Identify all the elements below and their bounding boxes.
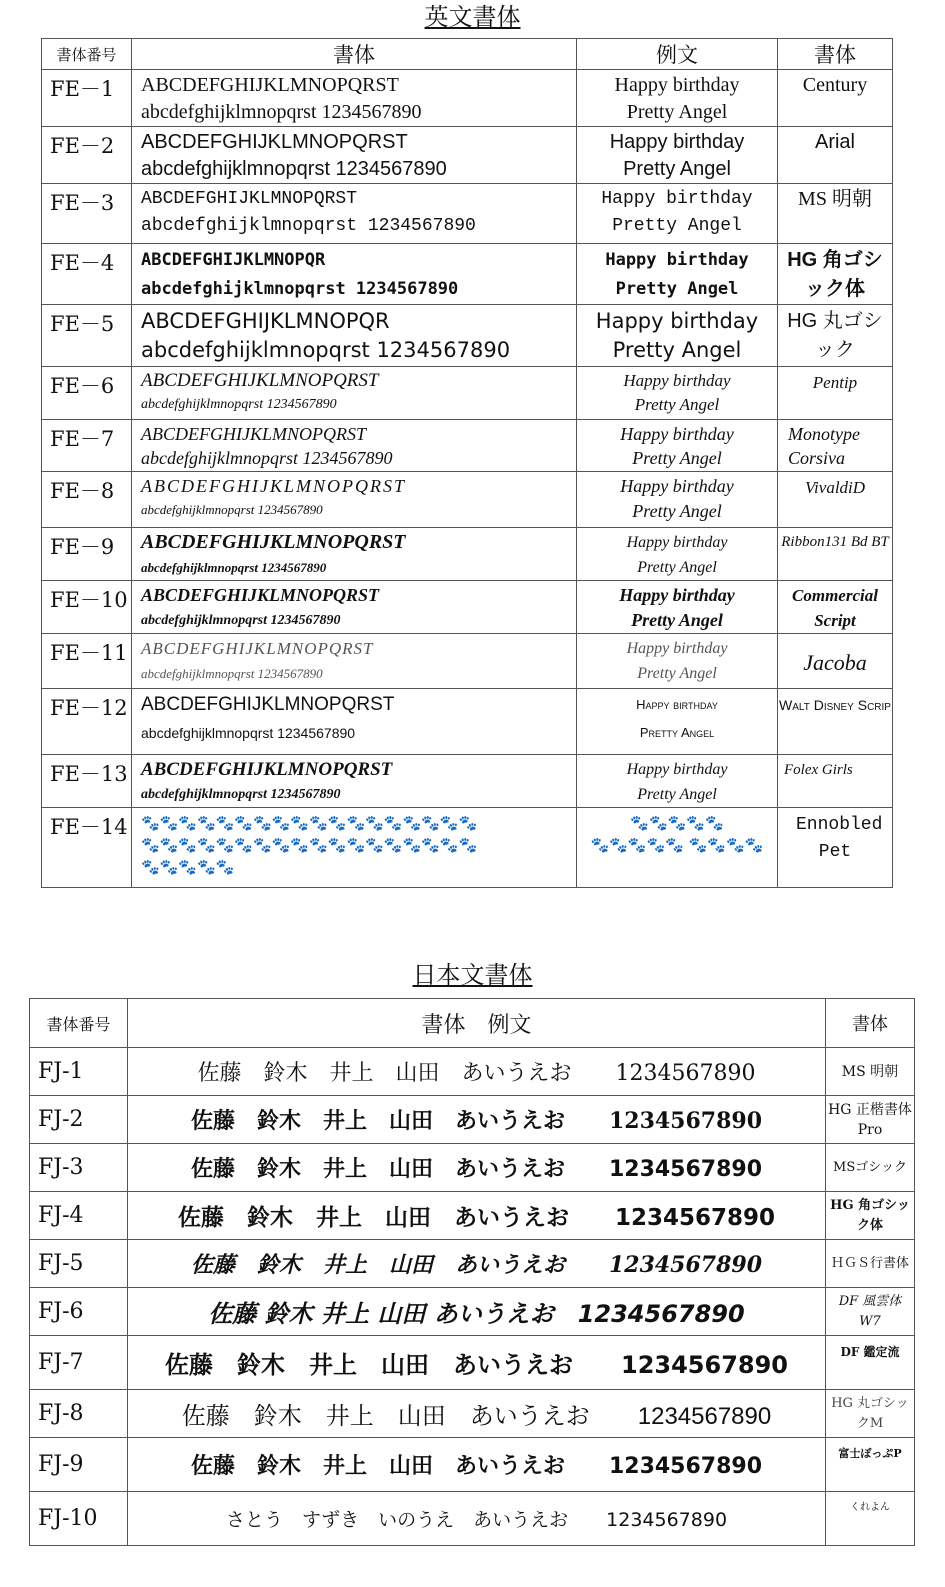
table-row	[30, 1240, 915, 1288]
font-code: FE－1	[42, 70, 132, 127]
font-sample: さとう すずき いのうえ あいうえお 1234567890	[128, 1492, 826, 1546]
font-name: HG 角ゴシック体	[778, 244, 893, 305]
font-code: FE－7	[42, 420, 132, 472]
font-sample: ABCDEFGHIJKLMNOPQRST abcdefghijklmnopqrst 1234567890	[132, 420, 577, 472]
japanese-fonts-title: 日本文書体	[412, 961, 533, 989]
font-code: FJ-8	[30, 1390, 128, 1438]
font-sample: 佐藤 鈴木 井上 山田 あいうえお 1234567890	[128, 1144, 826, 1192]
font-sample: ABCDEFGHIJKLMNOPQRST abcdefghijklmnopqrst 1234567890	[132, 528, 577, 581]
table-row	[30, 1288, 915, 1336]
font-name: HG 丸ゴシックM	[826, 1390, 915, 1438]
table-row	[42, 420, 893, 472]
table-row	[42, 244, 893, 305]
font-example: Happy birthday Pretty Angel	[577, 689, 778, 755]
table-row	[30, 1048, 915, 1096]
table-row	[30, 1192, 915, 1240]
font-code: FE－6	[42, 367, 132, 420]
font-name: HG 角ゴシック体	[826, 1192, 915, 1240]
font-code: FJ-5	[30, 1240, 128, 1288]
font-sample: ABCDEFGHIJKLMNOPQRST abcdefghijklmnopqrst 1234567890	[132, 184, 577, 244]
font-sample: ABCDEFGHIJKLMNOPQRST abcdefghijklmnopqrst 1234567890	[132, 634, 577, 689]
header-sample: 書体	[132, 39, 577, 70]
font-name: Arial	[778, 127, 893, 184]
font-code: FJ-10	[30, 1492, 128, 1546]
font-example: Happy birthday Pretty Angel	[577, 367, 778, 420]
font-sample: 佐藤 鈴木 井上 山田 あいうえお 1234567890	[128, 1336, 826, 1390]
table-row	[42, 472, 893, 528]
english-table-header	[42, 39, 893, 70]
font-name: VivaldiD	[778, 472, 893, 528]
font-name: DF 鑑定流	[826, 1336, 915, 1390]
font-code: FE－5	[42, 305, 132, 367]
font-code: FE－12	[42, 689, 132, 755]
table-row	[42, 689, 893, 755]
font-sample: ABCDEFGHIJKLMNOPQR abcdefghijklmnopqrst 1234567890	[132, 305, 577, 367]
font-sample: 佐藤 鈴木 井上 山田 あいうえお 1234567890	[128, 1288, 826, 1336]
font-name: Folex Girls	[778, 755, 893, 808]
font-code: FE－14	[42, 808, 132, 888]
font-sample: 佐藤 鈴木 井上 山田 あいうえお 1234567890	[128, 1096, 826, 1144]
table-row	[42, 755, 893, 808]
table-row	[42, 305, 893, 367]
header-sample: 書体 例文	[128, 999, 826, 1048]
font-example: Happy birthday Pretty Angel	[577, 127, 778, 184]
table-row	[30, 1336, 915, 1390]
font-code: FE－10	[42, 581, 132, 634]
font-code: FE－8	[42, 472, 132, 528]
font-example: Happy birthday Pretty Angel	[577, 420, 778, 472]
font-name: Monotype Corsiva	[778, 420, 893, 472]
font-sample: ABCDEFGHIJKLMNOPQRST abcdefghijklmnopqrst 1234567890	[132, 70, 577, 127]
font-sample: ABCDEFGHIJKLMNOPQRST abcdefghijklmnopqrst 1234567890	[132, 689, 577, 755]
font-name: Pentip	[778, 367, 893, 420]
font-code: FE－2	[42, 127, 132, 184]
font-example: Happy birthday Pretty Angel	[577, 581, 778, 634]
font-sample: ABCDEFGHIJKLMNOPQRST abcdefghijklmnopqrst 1234567890	[132, 755, 577, 808]
font-example: Happy birthday Pretty Angel	[577, 528, 778, 581]
table-row	[42, 808, 893, 888]
table-row	[42, 127, 893, 184]
header-code: 書体番号	[30, 999, 128, 1048]
font-code: FJ-1	[30, 1048, 128, 1096]
table-row	[30, 1390, 915, 1438]
font-sample: 佐藤 鈴木 井上 山田 あいうえお 1234567890	[128, 1192, 826, 1240]
table-row	[30, 1144, 915, 1192]
font-code: FJ-4	[30, 1192, 128, 1240]
table-row	[42, 70, 893, 127]
table-row	[42, 634, 893, 689]
font-example: Happy birthday Pretty Angel	[577, 184, 778, 244]
font-name: MSゴシック	[826, 1144, 915, 1192]
font-sample: 佐藤 鈴木 井上 山田 あいうえお 1234567890	[128, 1048, 826, 1096]
font-code: FJ-9	[30, 1438, 128, 1492]
font-code: FE－3	[42, 184, 132, 244]
font-name: DF 風雲体W7	[826, 1288, 915, 1336]
font-code: FE－4	[42, 244, 132, 305]
font-sample: ABCDEFGHIJKLMNOPQR abcdefghijklmnopqrst 1234567890	[132, 244, 577, 305]
header-font: 書体	[826, 999, 915, 1048]
font-name: 富士ぽっぷP	[826, 1438, 915, 1492]
header-example: 例文	[577, 39, 778, 70]
font-code: FJ-6	[30, 1288, 128, 1336]
font-example: Happy birthday Pretty Angel	[577, 755, 778, 808]
font-name: HG 丸ゴシック	[778, 305, 893, 367]
table-row	[42, 367, 893, 420]
font-name: Commercial Script	[778, 581, 893, 634]
font-example: Happy birthday Pretty Angel	[577, 472, 778, 528]
font-name: Ennobled Pet	[778, 808, 893, 888]
font-name: Jacoba	[778, 634, 893, 689]
font-name: くれよん	[826, 1492, 915, 1546]
font-name: MS 明朝	[778, 184, 893, 244]
font-sample: ABCDEFGHIJKLMNOPQRST abcdefghijklmnopqrst 1234567890	[132, 127, 577, 184]
font-code: FE－9	[42, 528, 132, 581]
table-row	[42, 184, 893, 244]
font-sample: 佐藤 鈴木 井上 山田 あいうえお 1234567890	[128, 1390, 826, 1438]
font-name: ＨＧＳ行書体	[826, 1240, 915, 1288]
font-code: FE－11	[42, 634, 132, 689]
table-row	[30, 1096, 915, 1144]
font-code: FJ-3	[30, 1144, 128, 1192]
japanese-font-table	[29, 998, 915, 1546]
font-example: Happy birthday Pretty Angel	[577, 634, 778, 689]
font-sample: ABCDEFGHIJKLMNOPQRST abcdefghijklmnopqrst 1234567890	[132, 367, 577, 420]
font-sample: ABCDEFGHIJKLMNOPQRST abcdefghijklmnopqrst 1234567890	[132, 581, 577, 634]
header-code: 書体番号	[42, 39, 132, 70]
font-code: FE－13	[42, 755, 132, 808]
font-sample: 佐藤 鈴木 井上 山田 あいうえお 1234567890	[128, 1240, 826, 1288]
font-name: Ribbon131 Bd BT	[778, 528, 893, 581]
english-font-table	[41, 38, 893, 888]
table-row	[42, 581, 893, 634]
header-font: 書体	[778, 39, 893, 70]
english-fonts-title: 英文書体	[424, 3, 521, 31]
table-row	[30, 1438, 915, 1492]
font-code: FJ-7	[30, 1336, 128, 1390]
font-sample: ABCDEFGHIJKLMNOPQRST abcdefghijklmnopqrst 1234567890	[132, 472, 577, 528]
font-code: FJ-2	[30, 1096, 128, 1144]
font-sample: 🐾🐾🐾🐾🐾🐾🐾🐾🐾🐾🐾🐾🐾🐾🐾🐾🐾🐾 🐾🐾🐾🐾🐾🐾🐾🐾🐾🐾🐾🐾🐾🐾🐾🐾🐾🐾 🐾🐾🐾🐾🐾	[132, 808, 577, 888]
font-name: Walt Disney Scrip	[778, 689, 893, 755]
table-row	[42, 528, 893, 581]
japanese-table-header	[30, 999, 915, 1048]
font-name: Century	[778, 70, 893, 127]
font-example: Happy birthday Pretty Angel	[577, 244, 778, 305]
font-example: 🐾🐾🐾🐾🐾 🐾🐾🐾🐾🐾 🐾🐾🐾🐾	[577, 808, 778, 888]
font-name: HG 正楷書体Pro	[826, 1096, 915, 1144]
font-example: Happy birthday Pretty Angel	[577, 70, 778, 127]
table-row	[30, 1492, 915, 1546]
font-name: MS 明朝	[826, 1048, 915, 1096]
font-sample: 佐藤 鈴木 井上 山田 あいうえお 1234567890	[128, 1438, 826, 1492]
font-example: Happy birthday Pretty Angel	[577, 305, 778, 367]
